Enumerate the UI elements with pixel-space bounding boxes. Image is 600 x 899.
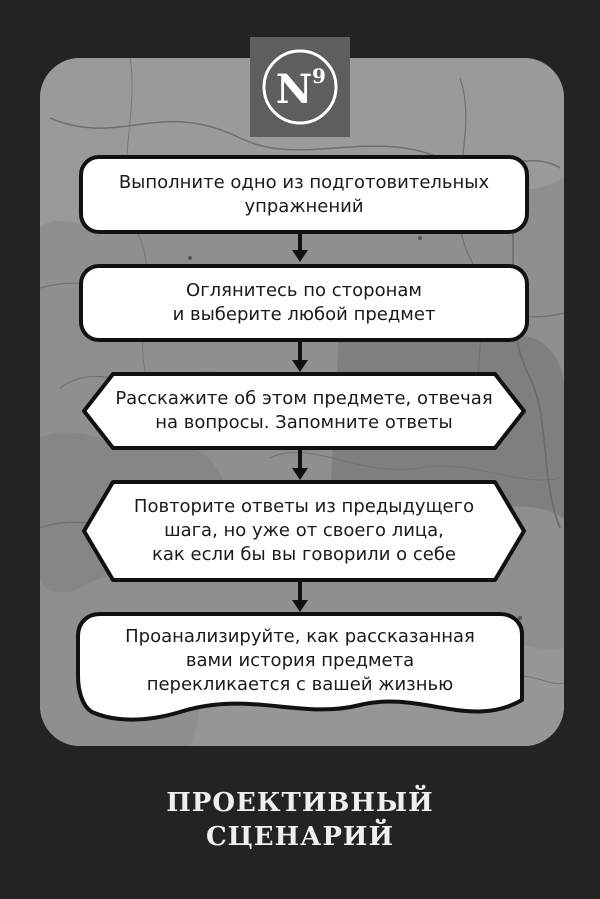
step-5-line-2: вами история предмета <box>185 650 415 671</box>
step-1-text <box>85 160 523 229</box>
card-title-line-1: ПРОЕКТИВНЫЙ <box>166 788 434 818</box>
arrow-4-head <box>292 600 308 612</box>
step-4-line-3: как если бы вы говорили о себе <box>152 544 456 565</box>
card-title-line-2: СЦЕНАРИЙ <box>205 822 395 852</box>
step-3-line-1: Расскажите об этом предмете, отвечая <box>115 388 493 409</box>
arrow-2-head <box>292 360 308 372</box>
step-1-line-1: Выполните одно из подготовительных <box>118 171 490 193</box>
step-5-line-1: Проанализируйте, как рассказанная <box>125 626 475 647</box>
step-1-line-2: упражнений <box>244 195 364 217</box>
step-2-line-2: и выберите любой предмет <box>172 304 436 325</box>
arrow-1-head <box>292 250 308 262</box>
step-2-text <box>85 269 523 337</box>
badge-superscript: 9 <box>312 64 326 88</box>
step-4-line-1: Повторите ответы из предыдущего <box>133 496 475 517</box>
step-3-text <box>108 377 500 445</box>
step-4-text <box>108 485 500 577</box>
step-3-line-2: на вопросы. Запомните ответы <box>155 412 453 433</box>
step-2-line-1: Оглянитесь по сторонам <box>186 280 422 301</box>
badge-letter: N <box>275 66 313 113</box>
arrow-3-head <box>292 468 308 480</box>
step-5-line-3: перекликается с вашей жизнью <box>146 674 454 695</box>
step-5-text <box>95 620 505 702</box>
step-4-line-2: шага, но уже от своего лица, <box>164 520 444 541</box>
